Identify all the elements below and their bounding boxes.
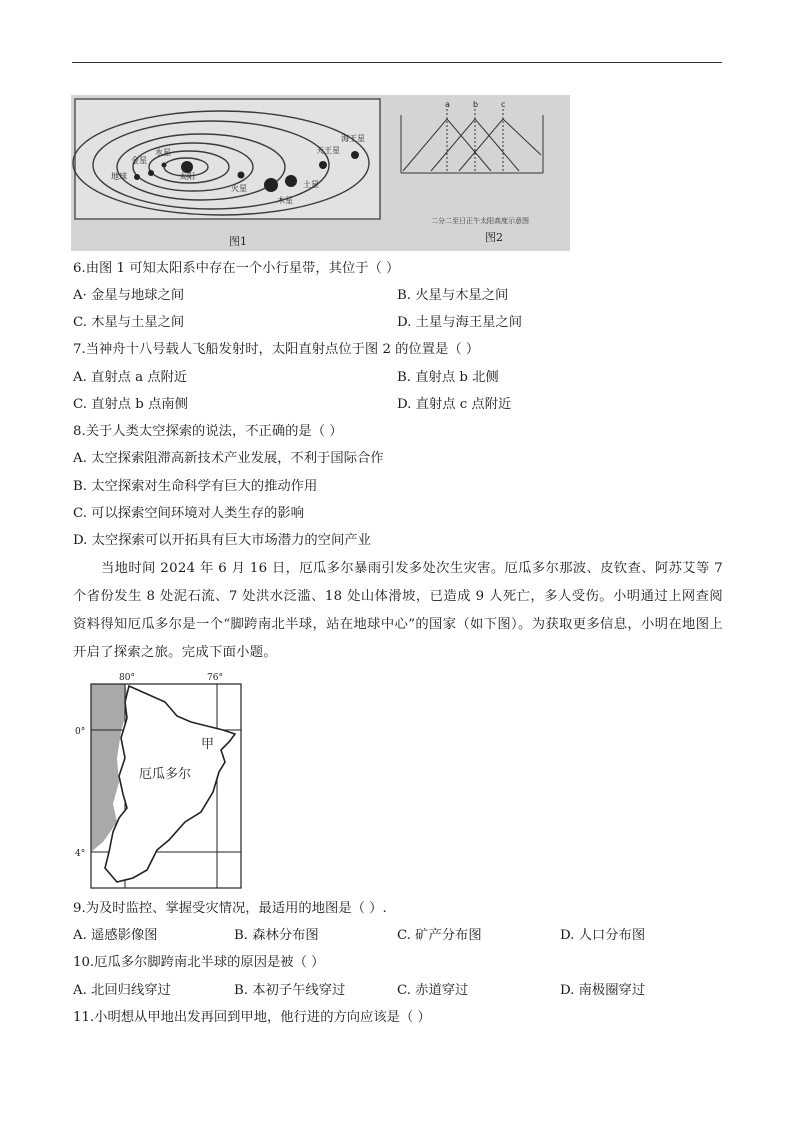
label-saturn: 土星	[303, 180, 319, 189]
header-rule	[72, 62, 722, 63]
question-9-stem: 9.为及时监控、掌握受灾情况，最适用的地图是（ ）.	[73, 901, 387, 916]
q9-option-a: A. 遥感影像图	[73, 928, 158, 943]
q10-option-a: A. 北回归线穿过	[73, 983, 171, 998]
country-label: 厄瓜多尔	[139, 767, 192, 782]
q7-option-d: D. 直射点 c 点附近	[397, 397, 512, 412]
q7-option-b: B. 直射点 b 北侧	[397, 370, 499, 385]
q10-option-b: B. 本初子午线穿过	[234, 983, 346, 998]
fig2-caption: 图2	[485, 231, 503, 244]
q6-option-c: C. 木星与土星之间	[73, 315, 185, 330]
ecuador-map	[73, 672, 245, 892]
question-6-stem: 6.由图 1 可知太阳系中存在一个小行星带，其位于（ ）	[73, 261, 400, 276]
figure-block	[71, 95, 570, 251]
q10-option-c: C. 赤道穿过	[397, 983, 469, 998]
label-sun: 太阳	[179, 172, 195, 181]
label-earth: 地球	[111, 172, 127, 181]
place-jia-label: 甲	[201, 737, 215, 752]
q7-option-c: C. 直射点 b 点南侧	[73, 397, 188, 412]
fig1-caption: 图1	[229, 235, 247, 248]
q9-option-b: B. 森林分布图	[234, 928, 319, 943]
q9-option-c: C. 矿产分布图	[397, 928, 482, 943]
label-jupiter: 木星	[277, 196, 293, 205]
label-mercury: 水星	[155, 148, 171, 157]
lat-top-label: 0°	[75, 727, 86, 737]
lon-right-label: 76°	[207, 673, 223, 683]
q8-option-d: D. 太空探索可以开拓具有巨大市场潜力的空间产业	[73, 533, 371, 548]
q10-option-d: D. 南极圈穿过	[560, 983, 646, 998]
question-8-stem: 8.关于人类太空探索的说法，不正确的是（ ）	[73, 424, 343, 439]
point-a-label: a	[445, 100, 450, 109]
point-b-label: b	[473, 100, 479, 109]
fig2-note: 二分二至日正午太阳高度示意图	[431, 217, 529, 225]
question-11-stem: 11.小明想从甲地出发再回到甲地，他行进的方向应该是（ ）	[73, 1010, 431, 1025]
q6-option-d: D. 土星与海王星之间	[397, 315, 523, 330]
q6-option-b: B. 火星与木星之间	[397, 288, 509, 303]
label-uranus: 天王星	[316, 146, 340, 155]
point-c-label: c	[501, 100, 506, 109]
q7-option-a: A. 直射点 a 点附近	[73, 370, 188, 385]
label-venus: 金星	[131, 156, 147, 165]
q9-option-d: D. 人口分布图	[560, 928, 646, 943]
label-neptune: 海王星	[341, 134, 365, 143]
q6-option-a: A· 金星与地球之间	[73, 288, 185, 303]
passage-text: 当地时间 2024 年 6 月 16 日，厄瓜多尔暴雨引发多处次生灾害。厄瓜多尔那波、皮钦查、阿苏艾等 7 个省份发生 8 处泥石流、7 处洪水泛滥、18 处山体滑坡，已造成 9 人死亡，多人受伤。小明通过上网查阅资料得知厄瓜多尔是一个“脚跨南北半球，站在地球中心”的国家（如下图）。为获取更多信息，小明在地图上开启了探索之旅。完成下面小题。	[73, 561, 723, 660]
q8-option-b: B. 太空探索对生命科学有巨大的推动作用	[73, 479, 318, 494]
solar-system-figure	[71, 95, 570, 251]
lon-left-label: 80°	[119, 673, 135, 683]
question-7-stem: 7.当神舟十八号载人飞船发射时，太阳直射点位于图 2 的位置是（ ）	[73, 342, 480, 357]
label-mars: 火星	[231, 184, 247, 193]
question-10-stem: 10.厄瓜多尔脚跨南北半球的原因是被（ ）	[73, 955, 325, 970]
q8-option-a: A. 太空探索阻滞高新技术产业发展，不利于国际合作	[73, 451, 384, 466]
q8-option-c: C. 可以探索空间环境对人类生存的影响	[73, 506, 304, 521]
lat-bottom-label: 4°	[75, 849, 86, 859]
